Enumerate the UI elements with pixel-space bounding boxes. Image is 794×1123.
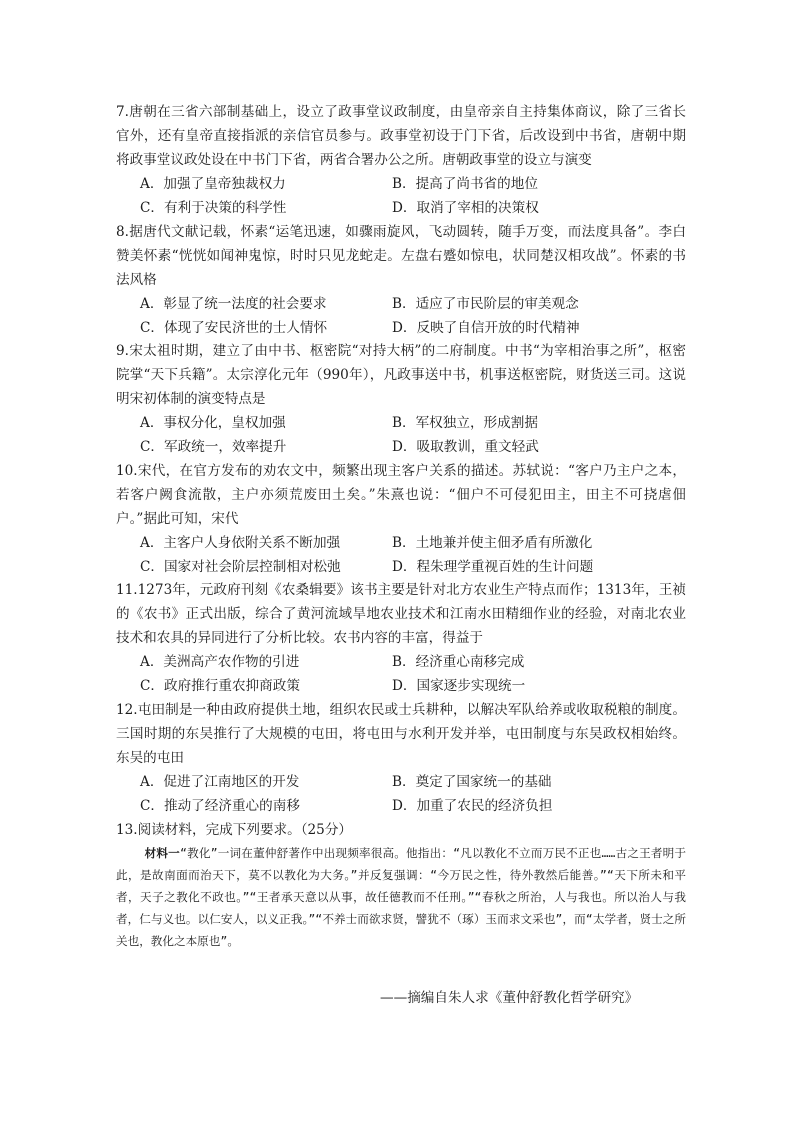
options-row (116, 435, 686, 459)
option-b: B．适应了市民阶层的审美观念 (392, 296, 579, 312)
question-11 (116, 578, 686, 698)
options-row (116, 770, 686, 794)
question-10 (116, 459, 686, 579)
question-12 (116, 698, 686, 818)
question-13 (116, 818, 686, 842)
options-row (116, 531, 686, 555)
question-9 (116, 339, 686, 459)
options-row (116, 172, 686, 196)
question-stem: 7.唐朝在三省六部制基础上，设立了政事堂议政制度，由皇帝亲自主持集体商议，除了三省长官外，还有皇帝直接指派的亲信官员参与。政事堂初设于门下省，后改设到中书省，唐朝中期将政事堂议政处设在中书门下省，两省合署办公之所。唐朝政事堂的设立与演变 (116, 104, 686, 168)
option-a: A．事权分化，皇权加强 (140, 415, 286, 431)
options-row (116, 316, 686, 340)
option-d: D．反映了自信开放的时代精神 (392, 320, 580, 336)
question-stem: 10.宋代，在官方发布的劝农文中，频繁出现主客户关系的描述。苏轼说：“客户乃主户之本，若客户阙食流散，主户亦须荒废田土矣。”朱熹也说：“佃户不可侵犯田主，田主不可挠虐佃户。”据此可知，宋代 (116, 463, 686, 527)
option-a: A．加强了皇帝独裁权力 (140, 176, 286, 192)
options-row (116, 555, 686, 579)
option-a: A．促进了江南地区的开发 (140, 774, 300, 790)
option-d: D．加重了农民的经济负担 (392, 798, 553, 814)
question-stem: 12.屯田制是一种由政府提供土地，组织农民或士兵耕种，以解决军队给养或收取税粮的制度。三国时期的东吴推行了大规模的屯田，将屯田与水利开发并举，屯田制度与东吴政权相始终。东吴的屯田 (116, 702, 686, 766)
option-b: B．奠定了国家统一的基础 (392, 774, 552, 790)
option-c: C．有利于决策的科学性 (140, 200, 287, 216)
question-stem: 11.1273年，元政府刊刻《农桑辑要》该书主要是针对北方农业生产特点而作；1313年，王祯的《农书》正式出版，综合了黄河流域旱地农业技术和江南水田精细作业的经验，对南北农业技术和农具的异同进行了分析比较。农书内容的丰富，得益于 (116, 582, 686, 646)
options-row (116, 292, 686, 316)
option-c: C．政府推行重农抑商政策 (140, 678, 300, 694)
question-8 (116, 220, 686, 340)
material-text: “教化”一词在董仲舒著作中出现频率很高。他指出：“凡以教化不立而万民不正也……古之王者明于此，是故南面而治天下，莫不以教化为大务。”并反复强调：“今万民之性，待外教然后能善。”“天下所未和平者，天子之教化不政也。”“王者承天意以从事，故任德教而不任刑。”“春秋之所治，人与我也。所以治人与我者，仁与义也。以仁安人，以义正我。”“不养士而欲求贤，譬犹不（琢）玉而求文采也”，而“太学者，贤士之所关也，教化之本原也”。 (116, 846, 687, 948)
option-a: A．彰显了统一法度的社会要求 (140, 296, 327, 312)
question-stem: 9.宋太祖时期，建立了由中书、枢密院“对持大柄”的二府制度。中书“为宰相治事之所”，枢密院掌“天下兵籍”。太宗淳化元年（990年），凡政事送中书，机事送枢密院，财货送三司。这说明宋初体制的演变特点是 (116, 343, 686, 407)
options-row (116, 650, 686, 674)
option-d: D．国家逐步实现统一 (392, 678, 526, 694)
question-7 (116, 100, 686, 220)
option-d: D．取消了宰相的决策权 (392, 200, 539, 216)
option-c: C．军政统一，效率提升 (140, 439, 287, 455)
option-a: A．主客户人身依附关系不断加强 (140, 535, 341, 551)
question-stem: 8.据唐代文献记载，怀素“运笔迅速，如骤雨旋风，飞动圆转，随手万变，而法度具备”。李白赞美怀素“恍恍如闻神鬼惊，时时只见龙蛇走。左盘右蹙如惊电，状同楚汉相攻战”。怀素的书法风格 (116, 224, 686, 288)
question-stem: 13.阅读材料，完成下列要求。（25分） (116, 822, 353, 838)
option-b: B．土地兼并使主佃矛盾有所激化 (392, 535, 593, 551)
option-c: C．体现了安民济世的士人情怀 (140, 320, 328, 336)
option-b: B．经济重心南移完成 (392, 654, 525, 670)
option-c: C．推动了经济重心的南移 (140, 798, 300, 814)
option-d: D．程朱理学重视百姓的生计问题 (392, 559, 594, 575)
material-label: 材料一 (144, 846, 180, 860)
option-b: B．提高了尚书省的地位 (392, 176, 538, 192)
options-row (116, 196, 686, 220)
material-passage (116, 842, 686, 952)
material-source: ——摘编自朱人求《董仲舒教化哲学研究》 (380, 990, 639, 1006)
option-c: C．国家对社会阶层控制相对松弛 (140, 559, 341, 575)
option-d: D．吸取教训，重文轻武 (392, 439, 539, 455)
options-row (116, 674, 686, 698)
option-b: B．军权独立，形成割据 (392, 415, 538, 431)
options-row (116, 411, 686, 435)
options-row (116, 794, 686, 818)
option-a: A．美洲高产农作物的引进 (140, 654, 300, 670)
